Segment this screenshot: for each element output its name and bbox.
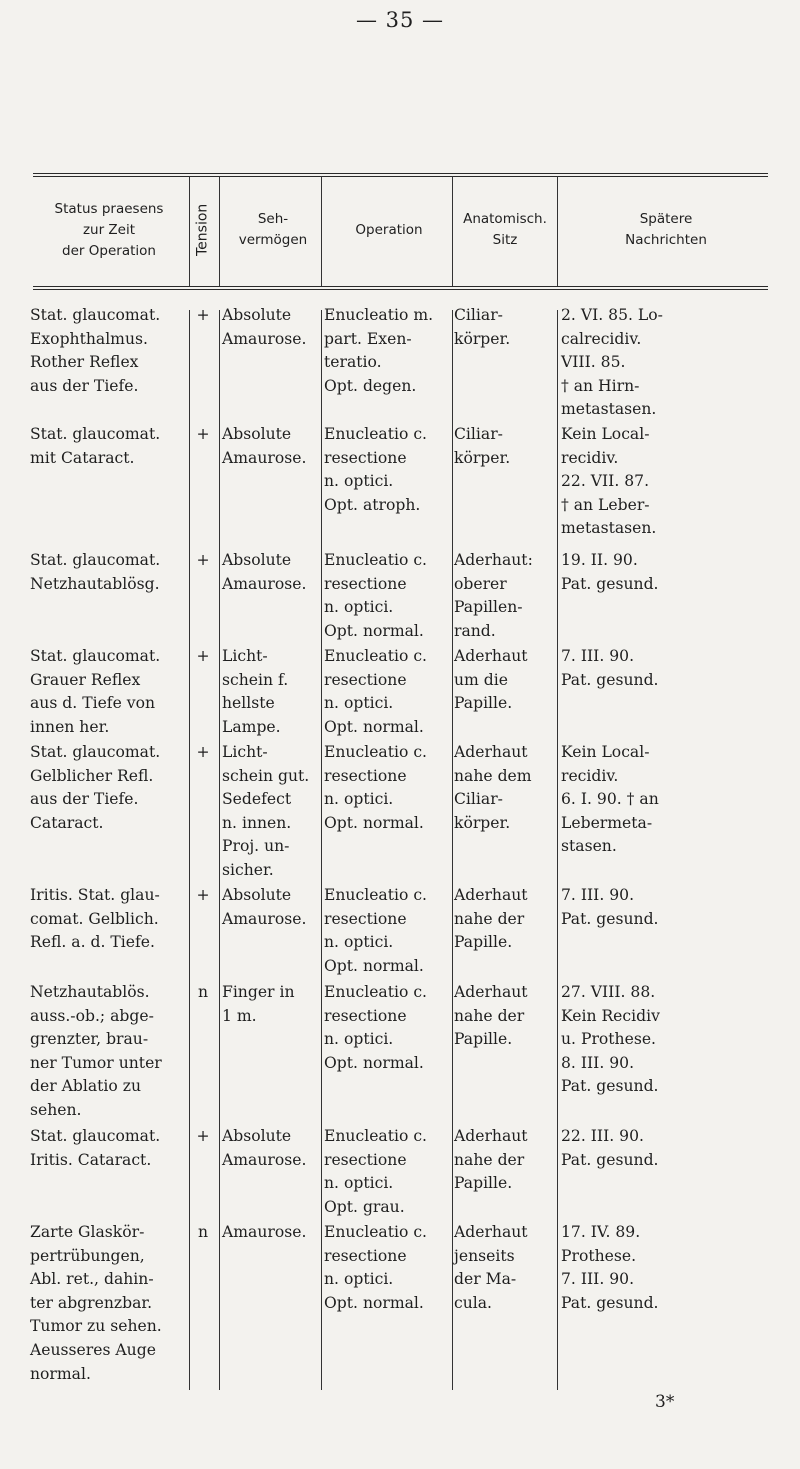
cell-anatomisch: Aderhaut um die Papille. [454, 647, 528, 713]
header-operation: Operation [355, 221, 423, 238]
header-spaetere: Spätere Nachrichten [625, 211, 707, 248]
cell-anatomisch: Aderhaut jenseits der Ma- cula. [454, 1223, 528, 1312]
header-divider [321, 176, 322, 286]
cell-spaetere: 17. IV. 89. Prothese. 7. III. 90. Pat. gesund. [561, 1223, 659, 1312]
cell-sehvermoegen: Absolute Amaurose. [222, 886, 307, 928]
cell-tension: n [197, 1223, 209, 1241]
header-status: Status praesens zur Zeit der Operation [54, 200, 164, 259]
cell-tension: + [196, 551, 210, 569]
cell-sehvermoegen: Absolute Amaurose. [222, 551, 307, 593]
table-top-rule [33, 173, 768, 174]
cell-sehvermoegen: Amaurose. [222, 1223, 307, 1241]
cell-sehvermoegen: Licht- schein f. hellste Lampe. [222, 647, 289, 736]
cell-anatomisch: Aderhaut nahe der Papille. [454, 1127, 528, 1193]
cell-status: Stat. glaucomat. Iritis. Cataract. [30, 1127, 161, 1169]
header-anatomisch: Anatomisch. Sitz [463, 211, 547, 248]
column-divider [219, 310, 220, 1390]
cell-anatomisch: Ciliar- körper. [454, 425, 511, 467]
cell-tension: + [196, 647, 210, 665]
cell-tension: + [196, 886, 210, 904]
cell-status: Stat. glaucomat. Netzhautablösg. [30, 551, 161, 593]
signature-mark: 3* [655, 1392, 675, 1412]
cell-sehvermoegen: Licht- schein gut. Sedefect n. innen. Proj. un- sicher. [222, 743, 310, 879]
cell-spaetere: 22. III. 90. Pat. gesund. [561, 1127, 659, 1169]
cell-sehvermoegen: Absolute Amaurose. [222, 1127, 307, 1169]
page-number: — 35 — [355, 8, 445, 32]
cell-operation: Enucleatio c. resectione n. optici. Opt. normal. [324, 1223, 428, 1312]
cell-status: Iritis. Stat. glau- comat. Gelblich. Refl. a. d. Tiefe. [30, 886, 160, 952]
cell-sehvermoegen: Finger in 1 m. [222, 983, 295, 1025]
cell-anatomisch: Aderhaut nahe der Papille. [454, 886, 528, 952]
header-divider [219, 176, 220, 286]
cell-spaetere: 27. VIII. 88. Kein Recidiv u. Prothese. 8. III. 90. Pat. gesund. [561, 983, 660, 1096]
cell-spaetere: 7. III. 90. Pat. gesund. [561, 647, 659, 689]
cell-spaetere: Kein Local- recidiv. 22. VII. 87. † an Leber- metastasen. [561, 425, 657, 538]
cell-sehvermoegen: Absolute Amaurose. [222, 306, 307, 348]
cell-status: Stat. glaucomat. Grauer Reflex aus d. Tiefe von innen her. [30, 647, 161, 736]
cell-operation: Enucleatio c. resectione n. optici. Opt. grau. [324, 1127, 428, 1216]
cell-spaetere: 2. VI. 85. Lo- calrecidiv. VIII. 85. † an Hirn- metastasen. [561, 306, 663, 419]
cell-spaetere: 19. II. 90. Pat. gesund. [561, 551, 659, 593]
cell-status: Stat. glaucomat. Exophthalmus. Rother Reflex aus der Tiefe. [30, 306, 161, 395]
header-divider [189, 176, 190, 286]
cell-tension: + [196, 743, 210, 761]
cell-operation: Enucleatio c. resectione n. optici. Opt. normal. [324, 551, 428, 640]
cell-tension: + [196, 306, 210, 324]
cell-status: Zarte Glaskör- pertrübungen, Abl. ret., dahin- ter abgrenzbar. Tumor zu sehen. Aeusseres Auge normal. [30, 1223, 162, 1383]
cell-operation: Enucleatio c. resectione n. optici. Opt. normal. [324, 886, 428, 975]
cell-status: Stat. glaucomat. Gelblicher Refl. aus der Tiefe. Cataract. [30, 743, 161, 832]
cell-operation: Enucleatio c. resectione n. optici. Opt. normal. [324, 743, 428, 832]
cell-anatomisch: Aderhaut: oberer Papillen- rand. [454, 551, 533, 640]
cell-sehvermoegen: Absolute Amaurose. [222, 425, 307, 467]
column-divider [189, 310, 190, 1390]
header-divider [452, 176, 453, 286]
header-tension: Tension [194, 203, 211, 257]
cell-status: Netzhautablös. auss.-ob.; abge- grenzter, brau- ner Tumor unter der Ablatio zu sehen. [30, 983, 162, 1119]
column-divider [557, 310, 558, 1390]
cell-tension: n [197, 983, 209, 1001]
table-top-rule-double [33, 176, 768, 177]
cell-spaetere: Kein Local- recidiv. 6. I. 90. † an Lebermeta- stasen. [561, 743, 659, 856]
cell-operation: Enucleatio m. part. Exen- teratio. Opt. degen. [324, 306, 434, 395]
cell-spaetere: 7. III. 90. Pat. gesund. [561, 886, 659, 928]
cell-operation: Enucleatio c. resectione n. optici. Opt. atroph. [324, 425, 428, 514]
header-bottom-rule [33, 286, 768, 287]
cell-operation: Enucleatio c. resectione n. optici. Opt. normal. [324, 647, 428, 736]
header-sehvermoegen: Seh- vermögen [238, 211, 308, 248]
cell-status: Stat. glaucomat. mit Cataract. [30, 425, 161, 467]
cell-operation: Enucleatio c. resectione n. optici. Opt. normal. [324, 983, 428, 1072]
cell-anatomisch: Aderhaut nahe dem Ciliar- körper. [454, 743, 532, 832]
cell-tension: + [196, 1127, 210, 1145]
cell-anatomisch: Ciliar- körper. [454, 306, 511, 348]
header-bottom-rule-double [33, 289, 768, 290]
header-divider [557, 176, 558, 286]
cell-tension: + [196, 425, 210, 443]
cell-anatomisch: Aderhaut nahe der Papille. [454, 983, 528, 1049]
